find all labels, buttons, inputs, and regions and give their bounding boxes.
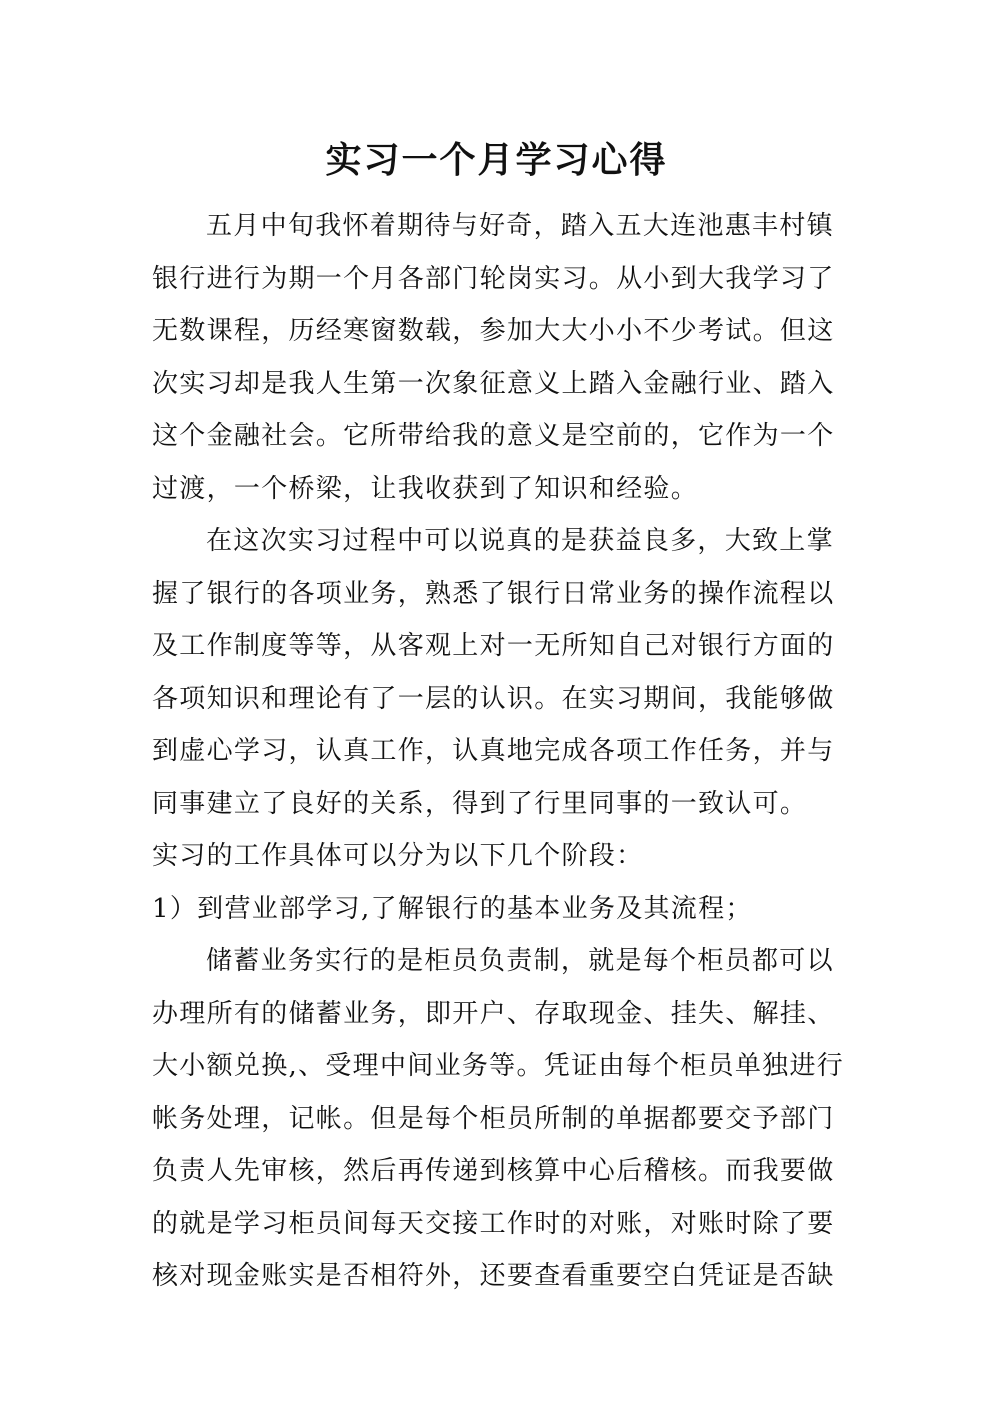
text-line: 负责人先审核，然后再传递到核算中心后稽核。而我要做: [152, 1156, 835, 1186]
text-line: 过渡，一个桥梁，让我收获到了知识和经验。: [152, 473, 699, 504]
text-line: 及工作制度等等，从客观上对一无所知自己对银行方面的: [152, 631, 835, 661]
text-line: 大小额兑换,、受理中间业务等。凭证由每个柜员单独进行: [152, 1051, 845, 1081]
text-line: 握了银行的各项业务，熟悉了银行日常业务的操作流程以: [152, 578, 835, 609]
text-line: 储蓄业务实行的是柜员负责制，就是每个柜员都可以: [206, 946, 834, 976]
document-title: 实习一个月学习心得: [325, 139, 668, 181]
text-line: 核对现金账实是否相符外，还要查看重要空白凭证是否缺: [152, 1261, 835, 1291]
text-line: 五月中旬我怀着期待与好奇，踏入五大连池惠丰村镇: [206, 211, 834, 241]
text-line: 这个金融社会。它所带给我的意义是空前的，它作为一个: [152, 421, 835, 451]
text-line: 办理所有的储蓄业务，即开户、存取现金、挂失、解挂、: [152, 998, 835, 1029]
document-body: [152, 200, 845, 1303]
text-line: 的就是学习柜员间每天交接工作时的对账，对账时除了要: [152, 1208, 835, 1239]
text-line: 帐务处理，记帐。但是每个柜员所制的单据都要交予部门: [152, 1103, 835, 1134]
text-line: 次实习却是我人生第一次象征意义上踏入金融行业、踏入: [152, 368, 835, 399]
text-line: 银行进行为期一个月各部门轮岗实习。从小到大我学习了: [152, 263, 835, 294]
text-line: 同事建立了良好的关系，得到了行里同事的一致认可。: [152, 788, 808, 819]
text-line: 1）到营业部学习,了解银行的基本业务及其流程；: [152, 893, 753, 924]
text-line: 实习的工作具体可以分为以下几个阶段：: [152, 841, 644, 871]
text-line: 在这次实习过程中可以说真的是获益良多，大致上掌: [206, 526, 834, 556]
text-line: 各项知识和理论有了一层的认识。在实习期间，我能够做: [152, 683, 835, 714]
text-line: 无数课程，历经寒窗数载，参加大大小小不少考试。但这: [152, 316, 835, 346]
text-line: 到虚心学习，认真工作，认真地完成各项工作任务，并与: [152, 736, 835, 766]
